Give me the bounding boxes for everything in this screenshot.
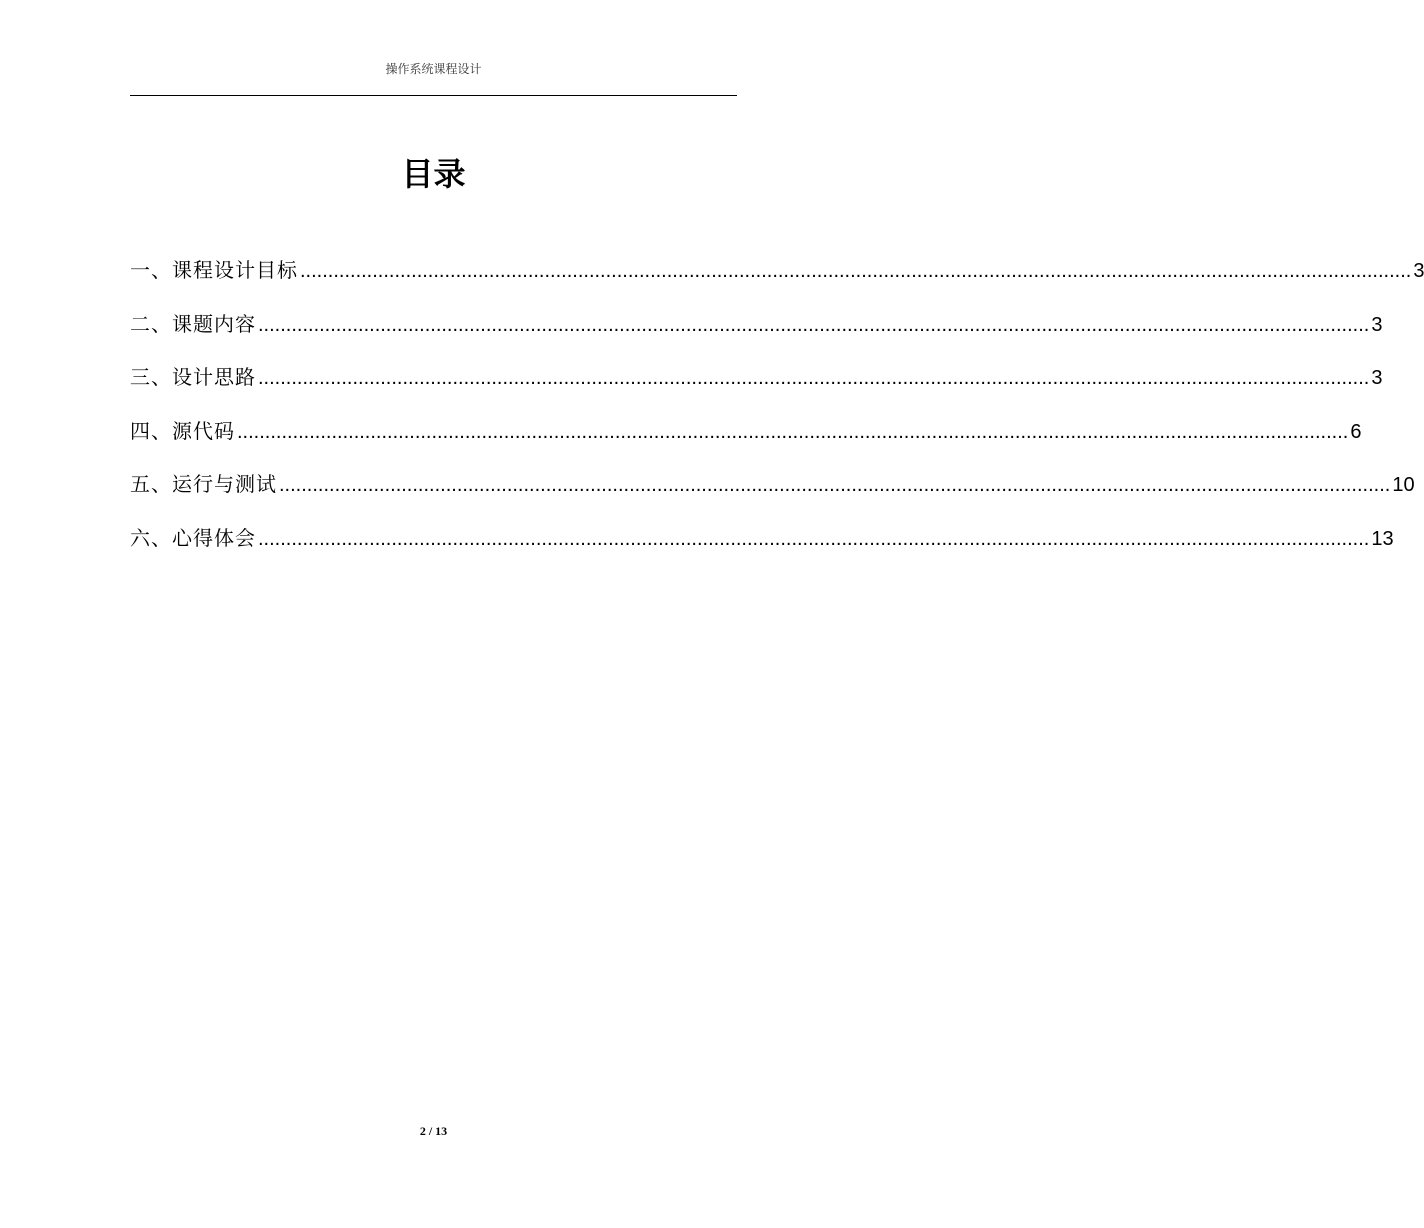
toc-dot-leader: ........................................................................................................................................................................................................	[258, 527, 1370, 550]
toc-entry-label: 二、课题内容	[130, 311, 256, 336]
toc-dot-leader: ........................................................................................................................................................................................................	[258, 313, 1370, 336]
table-of-contents	[130, 250, 1424, 571]
toc-entry-page: 13	[1371, 527, 1394, 550]
toc-entry[interactable]	[130, 411, 1362, 465]
toc-entry-page: 3	[1413, 260, 1424, 282]
toc-entry[interactable]	[130, 304, 1383, 358]
toc-entry[interactable]	[130, 464, 1415, 518]
toc-entry-label: 三、设计思路	[130, 365, 256, 389]
toc-entry-label: 五、运行与测试	[130, 472, 277, 496]
toc-entry-label: 六、心得体会	[130, 525, 256, 550]
toc-dot-leader: ........................................................................................................................................................................................................	[258, 367, 1370, 389]
toc-entry-page: 3	[1371, 367, 1383, 389]
toc-entry[interactable]	[130, 518, 1394, 572]
toc-entry-label: 一、课程设计目标	[130, 258, 298, 282]
toc-title: 目录	[401, 155, 466, 193]
toc-entry-page: 3	[1371, 313, 1383, 336]
toc-dot-leader: ........................................................................................................................................................................................................	[279, 474, 1391, 496]
header-divider	[130, 95, 737, 96]
toc-entry-page: 6	[1350, 420, 1362, 443]
toc-entry[interactable]	[130, 357, 1383, 411]
toc-dot-leader: ........................................................................................................................................................................................................	[237, 420, 1349, 443]
toc-entry-label: 四、源代码	[130, 418, 235, 443]
page-number-footer: 2 / 13	[419, 1124, 448, 1138]
toc-entry-page: 10	[1392, 474, 1415, 496]
running-header: 操作系统课程设计	[385, 62, 482, 76]
toc-dot-leader: ........................................................................................................................................................................................................	[300, 260, 1412, 282]
toc-entry[interactable]	[130, 250, 1424, 304]
